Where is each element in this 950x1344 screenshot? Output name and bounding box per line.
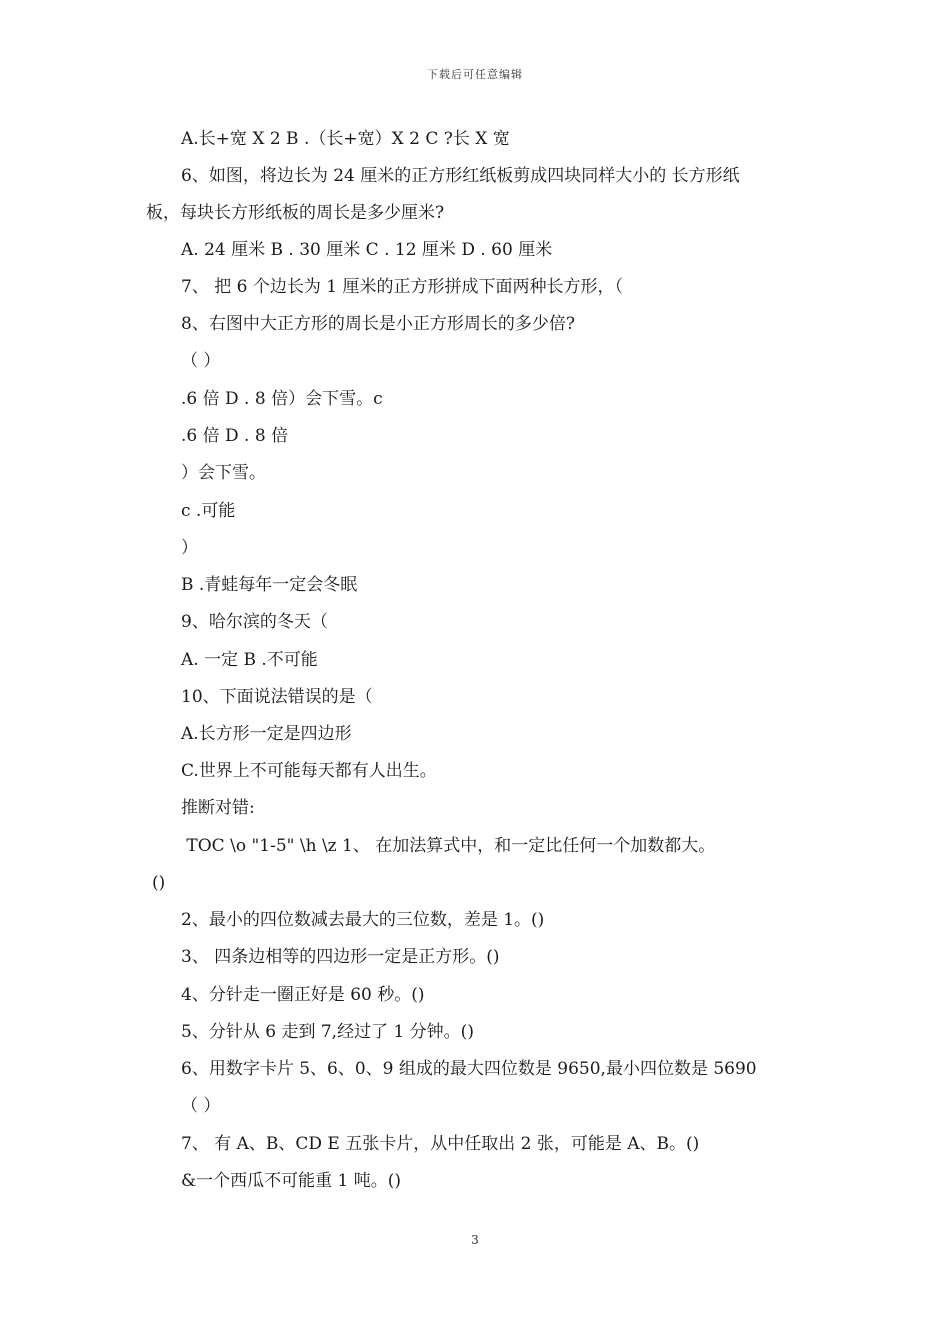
text-line: 2、最小的四位数减去最大的三位数，差是 1。()	[181, 910, 545, 930]
text-line: .6 倍 D . 8 倍	[181, 426, 289, 446]
text-line: .6 倍 D . 8 倍）会下雪。c	[181, 389, 383, 409]
text-line: 6、如图，将边长为 24 厘米的正方形红纸板剪成四块同样大小的 长方形纸	[181, 166, 740, 186]
text-line: &一个西瓜不可能重 1 吨。()	[181, 1171, 402, 1191]
text-line: 5、分针从 6 走到 7,经过了 1 分钟。()	[181, 1022, 474, 1042]
text-line: 3、 四条边相等的四边形一定是正方形。()	[181, 947, 500, 967]
text-line: （ ）	[181, 351, 221, 371]
text-line: ）会下雪。	[181, 463, 266, 483]
page-header: 下载后可任意编辑	[427, 68, 523, 81]
text-line: A. 24 厘米 B . 30 厘米 C . 12 厘米 D . 60 厘米	[181, 240, 553, 260]
text-line: TOC \o "1-5" \h \z 1、 在加法算式中，和一定比任何一个加数都大。	[181, 836, 716, 856]
text-line: ()	[152, 873, 166, 893]
text-line: 10、下面说法错误的是（	[181, 687, 373, 707]
text-line: C.世界上不可能每天都有人出生。	[181, 761, 437, 781]
text-line: 4、分针走一圈正好是 60 秒。()	[181, 985, 425, 1005]
text-line: （ ）	[181, 1096, 221, 1116]
text-line: c .可能	[181, 501, 236, 521]
text-line: 8、右图中大正方形的周长是小正方形周长的多少倍?	[181, 314, 575, 334]
text-line: ）	[181, 538, 198, 558]
text-line: 6、用数字卡片 5、6、0、9 组成的最大四位数是 9650,最小四位数是 5690	[181, 1059, 757, 1079]
text-line: 7、 把 6 个边长为 1 厘米的正方形拼成下面两种长方形，（	[181, 277, 623, 297]
text-line: 板，每块长方形纸板的周长是多少厘米?	[146, 203, 445, 223]
text-line: 推断对错:	[181, 798, 255, 818]
text-line: 9、哈尔滨的冬天（	[181, 612, 328, 632]
text-line: B .青蛙每年一定会冬眠	[181, 575, 358, 595]
text-line: A.长方形一定是四边形	[181, 724, 352, 744]
page-number: 3	[471, 1233, 479, 1247]
text-line: A.长+宽 X 2 B .（长+宽）X 2 C ?长 X 宽	[181, 129, 510, 149]
text-line: 7、 有 A、B、CD E 五张卡片，从中任取出 2 张，可能是 A、B。()	[181, 1134, 700, 1154]
text-line: A. 一定 B .不可能	[181, 650, 318, 670]
